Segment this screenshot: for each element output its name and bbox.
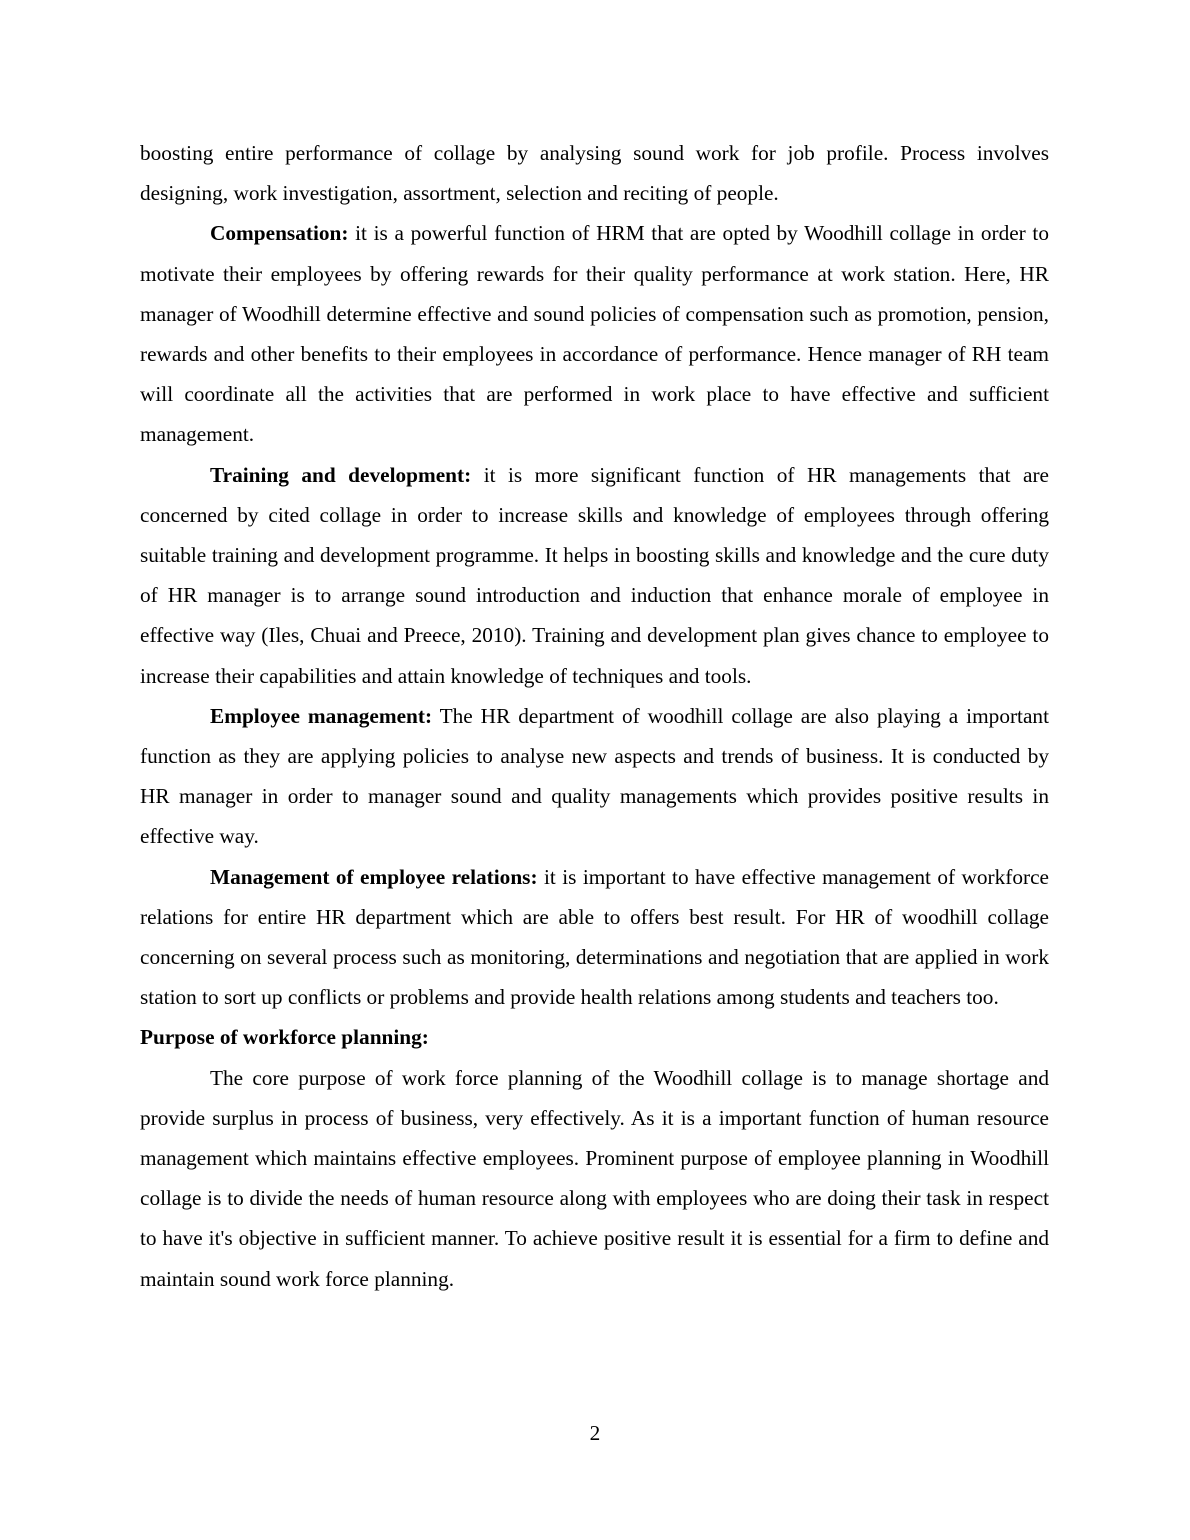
paragraph-text: it is a powerful function of HRM that are opted by Woodhill collage in order to motivate their employees by offering rewards for their quality performance at work station. Here, HR manager of Woodhill determine effective and sound policies of compensation such as promotion, pension, rewards and other benefits to their employees in accordance of performance. Hence manager of RH team will coordinate all the activities that are performed in work place to have effective and sufficient management. bbox=[140, 221, 1049, 447]
page-number: 2 bbox=[589, 1421, 601, 1445]
term-employee-management: Employee management: bbox=[210, 703, 433, 728]
term-compensation: Compensation: bbox=[210, 221, 349, 246]
paragraph-text: The HR department of woodhill collage are also playing a important function as they are applying policies to analyse new aspects and trends of business. It is conducted by HR manager in order to manager sound and quality managements which provides positive results in effective way. bbox=[140, 703, 1049, 849]
term-management-of-employee-relations: Management of employee relations: bbox=[210, 864, 538, 889]
term-training-and-development: Training and development: bbox=[210, 462, 472, 487]
paragraph-employee-relations bbox=[140, 857, 1049, 1018]
paragraph-purpose: The core purpose of work force planning of the Woodhill collage is to manage shortage and provide surplus in process of business, very effectively. As it is a important function of human resource management which maintains effective employees. Prominent purpose of employee planning in Woodhill collage is to divide the needs of human resource along with employees who are doing their task in respect to have it's objective in sufficient manner. To achieve positive result it is essential for a firm to define and maintain sound work force planning. bbox=[140, 1065, 1049, 1291]
document-body bbox=[140, 133, 1049, 1299]
paragraph-employee-management bbox=[140, 696, 1049, 857]
paragraph-training bbox=[140, 455, 1049, 696]
paragraph-text: boosting entire performance of collage by analysing sound work for job profile. Process involves designing, work investigation, assortment, selection and reciting of people. bbox=[140, 141, 1049, 206]
paragraph-text: it is important to have effective management of workforce relations for entire HR department which are able to offers best result. For HR of woodhill collage concerning on several process such as monitoring, determinations and negotiation that are applied in work station to sort up conflicts or problems and provide health relations among students and teachers too. bbox=[140, 864, 1049, 1010]
section-heading: Purpose of workforce planning: bbox=[140, 1025, 429, 1050]
paragraph-text: it is more significant function of HR managements that are concerned by cited collage in order to increase skills and knowledge of employees through offering suitable training and development programme. It helps in boosting skills and knowledge and the cure duty of HR manager is to arrange sound introduction and induction that enhance morale of employee in effective way (Iles, Chuai and Preece, 2010). Training and development plan gives chance to employee to increase their capabilities and attain knowledge of techniques and tools. bbox=[140, 462, 1049, 688]
paragraph-continuation bbox=[140, 133, 1049, 213]
paragraph-compensation bbox=[140, 213, 1049, 454]
